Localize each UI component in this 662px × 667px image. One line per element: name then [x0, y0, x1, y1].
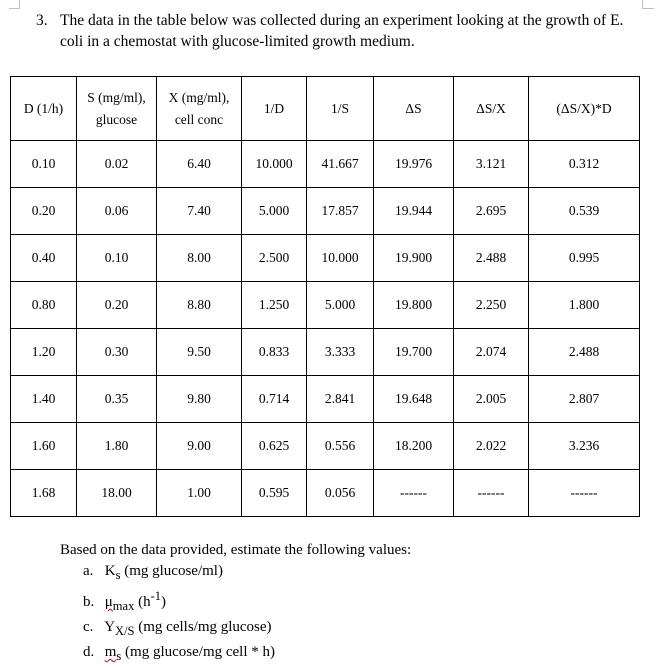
table-cell: 2.807 — [529, 376, 640, 423]
table-row — [11, 329, 640, 376]
question-number: 3. — [36, 12, 48, 29]
table-cell: 0.595 — [242, 470, 307, 517]
table-cell: 3.121 — [454, 141, 529, 188]
table-cell: 19.648 — [374, 376, 454, 423]
table-cell: 0.06 — [77, 188, 157, 235]
table-cell: 0.056 — [307, 470, 374, 517]
table-cell: 0.20 — [77, 282, 157, 329]
table-cell: ------ — [454, 470, 529, 517]
table-cell: 1.20 — [11, 329, 77, 376]
table-cell: 1.40 — [11, 376, 77, 423]
table-cell: 17.857 — [307, 188, 374, 235]
item-text: (h — [134, 594, 151, 610]
table-cell: 0.556 — [307, 423, 374, 470]
header-cell: ΔS/X — [454, 77, 529, 141]
table-cell: 9.80 — [157, 376, 242, 423]
table-cell: 2.074 — [454, 329, 529, 376]
table-cell: 1.800 — [529, 282, 640, 329]
table-cell: 0.539 — [529, 188, 640, 235]
header-cell: 1/S — [307, 77, 374, 141]
table-row — [11, 141, 640, 188]
table-cell: 0.35 — [77, 376, 157, 423]
header-cell: X (mg/ml), cell conc — [157, 77, 242, 141]
estimate-prompt: Based on the data provided, estimate the following values: — [60, 542, 412, 558]
item-symbol: m — [104, 644, 117, 660]
item-subscript: X/S — [115, 624, 135, 638]
table-row — [11, 470, 640, 517]
table-cell: 2.005 — [454, 376, 529, 423]
table-cell: 0.40 — [11, 235, 77, 282]
table-cell: 3.333 — [307, 329, 374, 376]
table-row — [11, 282, 640, 329]
table-cell: 19.900 — [374, 235, 454, 282]
table-cell: 2.488 — [454, 235, 529, 282]
table-cell: ------ — [374, 470, 454, 517]
table-cell: 6.40 — [157, 141, 242, 188]
table-cell: 10.000 — [307, 235, 374, 282]
item-text: (mg glucose/mg cell * h) — [121, 644, 276, 660]
item-symbol: μ — [104, 594, 113, 610]
table-cell: 0.10 — [77, 235, 157, 282]
table-cell: 1.250 — [242, 282, 307, 329]
table-cell: 19.800 — [374, 282, 454, 329]
table-cell: 0.625 — [242, 423, 307, 470]
table-cell: 1.80 — [77, 423, 157, 470]
item-symbol: K — [104, 563, 116, 579]
table-cell: 19.700 — [374, 329, 454, 376]
item-label: c. — [83, 619, 94, 635]
table-cell: 10.000 — [242, 141, 307, 188]
table-cell: 0.10 — [11, 141, 77, 188]
list-item — [83, 561, 275, 586]
table-cell: 2.695 — [454, 188, 529, 235]
item-label: d. — [83, 644, 95, 660]
table-cell: 8.00 — [157, 235, 242, 282]
table-cell: 2.500 — [242, 235, 307, 282]
item-label: a. — [83, 563, 94, 579]
list-item — [83, 617, 275, 642]
item-label: b. — [83, 594, 95, 610]
data-table — [10, 76, 640, 517]
table-header-row — [11, 77, 640, 141]
table-cell: 5.000 — [242, 188, 307, 235]
table-cell: 2.250 — [454, 282, 529, 329]
table-cell: 2.488 — [529, 329, 640, 376]
item-subscript: max — [112, 599, 135, 613]
list-item — [83, 586, 275, 617]
table-cell: 9.00 — [157, 423, 242, 470]
table-cell: 2.841 — [307, 376, 374, 423]
table-cell: 19.976 — [374, 141, 454, 188]
table-row — [11, 423, 640, 470]
item-subscript: s — [115, 568, 121, 582]
estimate-list — [83, 561, 275, 667]
header-cell: S (mg/ml), glucose — [77, 77, 157, 141]
table-cell: 41.667 — [307, 141, 374, 188]
question-text: The data in the table below was collected during an experiment looking at the growth of E. coli in a chemostat with glucose-limited growth medium. — [60, 12, 624, 50]
table-cell: 1.68 — [11, 470, 77, 517]
table-cell: 9.50 — [157, 329, 242, 376]
table-cell: 2.022 — [454, 423, 529, 470]
table-cell: 0.80 — [11, 282, 77, 329]
header-cell: 1/D — [242, 77, 307, 141]
table-cell: 7.40 — [157, 188, 242, 235]
item-superscript: -1 — [150, 589, 161, 603]
table-cell: 0.312 — [529, 141, 640, 188]
table-cell: 0.02 — [77, 141, 157, 188]
table-row — [11, 235, 640, 282]
page-corner-mark — [642, 8, 654, 9]
table-cell: 18.200 — [374, 423, 454, 470]
table-cell: 0.714 — [242, 376, 307, 423]
table-cell: 1.60 — [11, 423, 77, 470]
table-cell: 1.00 — [157, 470, 242, 517]
item-text: (mg glucose/ml) — [120, 563, 223, 579]
item-symbol: Y — [104, 619, 116, 635]
table-cell: 18.00 — [77, 470, 157, 517]
table-cell: 0.995 — [529, 235, 640, 282]
header-cell: ΔS — [374, 77, 454, 141]
table-cell: 19.944 — [374, 188, 454, 235]
table-cell: 0.20 — [11, 188, 77, 235]
item-subscript: s — [116, 649, 122, 663]
table-cell: 3.236 — [529, 423, 640, 470]
table-cell: ------ — [529, 470, 640, 517]
table-row — [11, 376, 640, 423]
item-text: (mg cells/mg glucose) — [134, 619, 272, 635]
item-text-close: ) — [161, 594, 166, 610]
header-cell: (ΔS/X)*D — [529, 77, 640, 141]
table-cell: 0.833 — [242, 329, 307, 376]
header-cell: D (1/h) — [11, 77, 77, 141]
list-item — [83, 642, 275, 667]
table-cell: 5.000 — [307, 282, 374, 329]
table-row — [11, 188, 640, 235]
page-corner-mark — [9, 8, 20, 9]
table-cell: 8.80 — [157, 282, 242, 329]
table-cell: 0.30 — [77, 329, 157, 376]
